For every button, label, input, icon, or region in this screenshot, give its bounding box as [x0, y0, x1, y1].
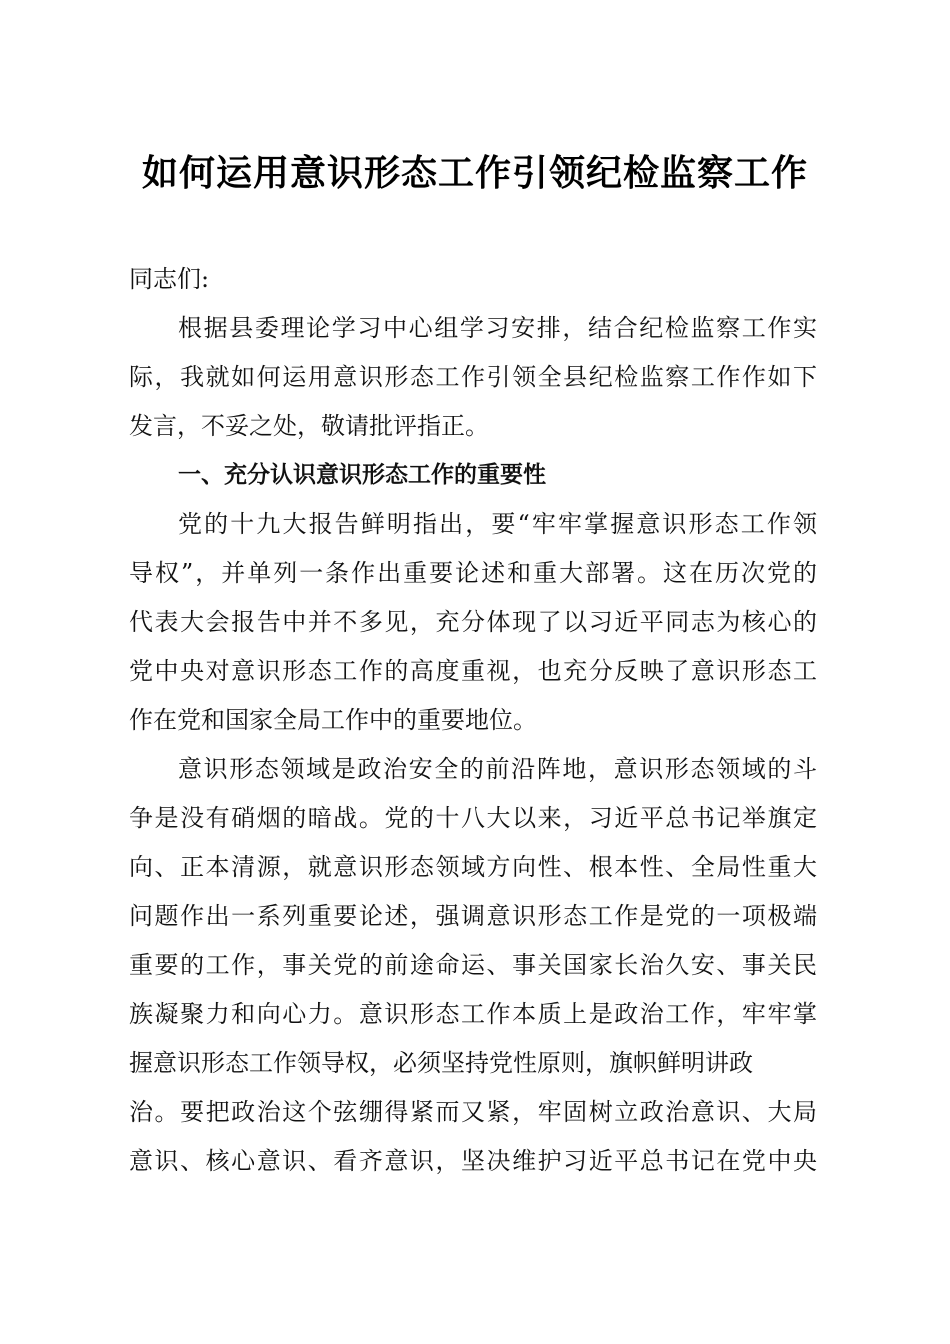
paragraph-line: 作在党和国家全局工作中的重要地位。: [129, 706, 537, 734]
section-heading: 一、充分认识意识形态工作的重要性: [178, 462, 546, 488]
paragraph-line: 代表大会报告中并不多见，充分体现了以习近平同志为核心的: [129, 608, 817, 636]
paragraph-line: 向、正本清源，就意识形态领域方向性、根本性、全局性重大: [129, 853, 817, 881]
paragraph-line: 争是没有硝烟的暗战。党的十八大以来，习近平总书记举旗定: [129, 804, 817, 832]
document-title: 如何运用意识形态工作引领纪检监察工作: [141, 152, 808, 194]
intro-line: 际，我就如何运用意识形态工作引领全县纪检监察工作作如下: [129, 363, 817, 391]
salutation: 同志们:: [129, 265, 210, 293]
paragraph-line: 治。要把政治这个弦绷得紧而又紧，牢固树立政治意识、大局: [129, 1098, 817, 1126]
paragraph-line: 族凝聚力和向心力。意识形态工作本质上是政治工作，牢牢掌: [129, 1000, 817, 1028]
intro-line: 发言，不妥之处，敬请批评指正。: [129, 412, 489, 440]
paragraph-line: 意识、核心意识、看齐意识，坚决维护习近平总书记在党中央: [129, 1147, 817, 1175]
paragraph-line: 意识形态领域是政治安全的前沿阵地，意识形态领域的斗: [178, 755, 817, 783]
paragraph-line: 党中央对意识形态工作的高度重视，也充分反映了意识形态工: [129, 657, 817, 685]
paragraph-line: 党的十九大报告鲜明指出，要“牢牢掌握意识形态工作领: [178, 510, 817, 538]
intro-line: 根据县委理论学习中心组学习安排，结合纪检监察工作实: [178, 314, 817, 342]
paragraph-line: 导权”，并单列一条作出重要论述和重大部署。这在历次党的: [129, 559, 817, 587]
document-body: [129, 255, 817, 1186]
paragraph-line: 握意识形态工作领导权，必须坚持党性原则，旗帜鲜明讲政: [129, 1049, 753, 1077]
paragraph-line: 问题作出一系列重要论述，强调意识形态工作是党的一项极端: [129, 902, 817, 930]
paragraph-line: 重要的工作，事关党的前途命运、事关国家长治久安、事关民: [129, 951, 817, 979]
